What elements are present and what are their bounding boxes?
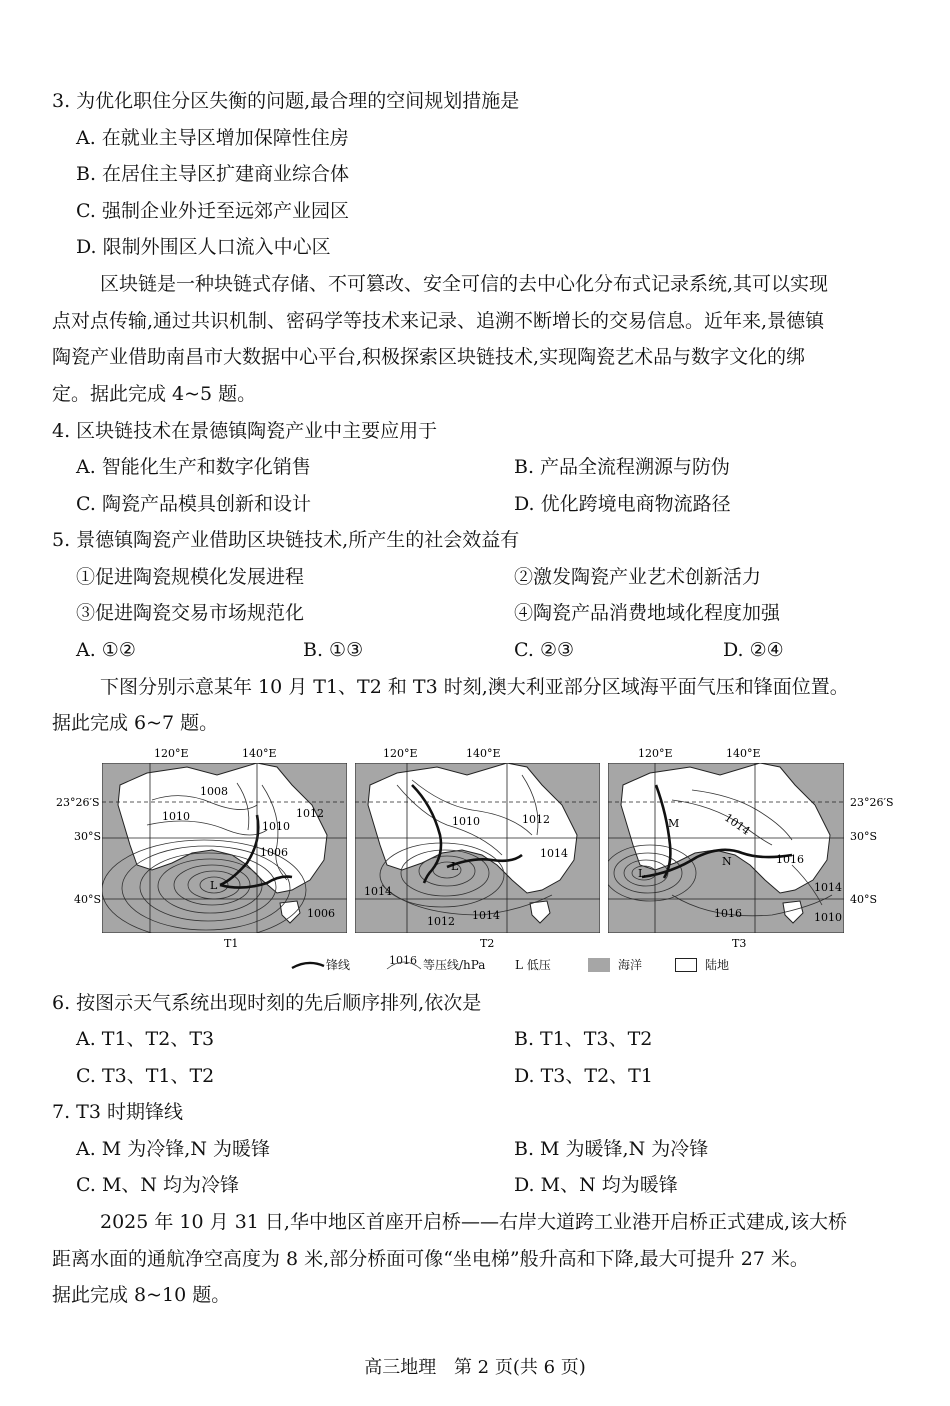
t3-panel-title: T3 xyxy=(732,937,747,950)
legend-isobar-sample: 1016 xyxy=(389,954,417,967)
lat-label-tropic-left: 23°26′S xyxy=(56,796,100,809)
lon-label-140-t3: 140°E xyxy=(726,747,761,760)
t2-isobar-1014-west: 1014 xyxy=(364,885,392,898)
lon-label-120-t3: 120°E xyxy=(638,747,673,760)
q3-stem: 3. 为优化职住分区失衡的问题,最合理的空间规划措施是 xyxy=(52,90,520,112)
t2-isobar-1012: 1012 xyxy=(522,813,550,826)
legend-isobar-label: 等压线/hPa xyxy=(423,958,486,972)
q6-option-c: C. T3、T1、T2 xyxy=(76,1065,215,1087)
q5-item-2: ②激发陶瓷产业艺术创新活力 xyxy=(514,566,762,588)
t3-isobar-1016-sea: 1016 xyxy=(714,907,742,920)
q5-item-1: ①促进陶瓷规模化发展进程 xyxy=(76,566,305,588)
legend-land-label: 陆地 xyxy=(705,958,730,972)
t3-isobar-1014-sea: 1014 xyxy=(814,881,842,894)
t2-isobar-1010: 1010 xyxy=(452,815,480,828)
q3-option-c: C. 强制企业外迁至远郊产业园区 xyxy=(76,200,349,222)
passage2-line-1: 下图分别示意某年 10 月 T1、T2 和 T3 时刻,澳大利亚部分区域海平面气压和锋面位置。 xyxy=(100,676,849,698)
q5-item-4: ④陶瓷产品消费地域化程度加强 xyxy=(514,602,781,624)
legend-low-label: L 低压 xyxy=(515,958,551,972)
q5-option-b: B. ①③ xyxy=(303,639,364,661)
footer-subject: 高三地理 xyxy=(364,1357,437,1378)
lat-label-tropic-right: 23°26′S xyxy=(850,796,894,809)
legend-front xyxy=(290,956,350,973)
t3-isobar-1014-north: 1014 xyxy=(722,811,753,838)
q7-option-a: A. M 为冷锋,N 为暖锋 xyxy=(76,1138,270,1160)
footer-page-number: 第 2 页(共 6 页) xyxy=(453,1357,586,1378)
passage1-line-3: 陶瓷产业借助南昌市大数据中心平台,积极探索区块链技术,实现陶瓷艺术品与数字文化的绑 xyxy=(52,346,806,368)
t2-isobar-1012-sea: 1012 xyxy=(427,915,455,928)
passage1-line-4: 定。据此完成 4~5 题。 xyxy=(52,383,257,405)
q6-option-b: B. T1、T3、T2 xyxy=(514,1028,653,1050)
lon-label-120-t2: 120°E xyxy=(383,747,418,760)
q5-stem: 5. 景德镇陶瓷产业借助区块链技术,所产生的社会效益有 xyxy=(52,529,520,551)
q4-option-a: A. 智能化生产和数字化销售 xyxy=(76,456,311,478)
q6-stem: 6. 按图示天气系统出现时刻的先后顺序排列,依次是 xyxy=(52,992,482,1014)
t3-low-label: L xyxy=(638,867,646,880)
t2-isobar-1014-east: 1014 xyxy=(540,847,568,860)
passage1-line-2: 点对点传输,通过共识机制、密码学等技术来记录、追溯不断增长的交易信息。近年来,景德镇 xyxy=(52,310,825,332)
t2-isobar-1014-sea: 1014 xyxy=(472,909,500,922)
t1-low-label: L xyxy=(210,879,218,892)
t3-isobar-1010-sea: 1010 xyxy=(814,911,842,924)
lat-label-40-left: 40°S xyxy=(74,893,102,906)
passage3-line-1: 2025 年 10 月 31 日,华中地区首座开启桥——右岸大道跨工业港开启桥正式建成,该大桥 xyxy=(100,1211,847,1233)
q4-option-c: C. 陶瓷产品模具创新和设计 xyxy=(76,493,311,515)
passage1-line-1: 区块链是一种块链式存储、不可篡改、安全可信的去中心化分布式记录系统,其可以实现 xyxy=(100,273,829,295)
legend-low xyxy=(515,956,551,973)
t1-isobar-1006: 1006 xyxy=(260,846,288,859)
lon-label-140-t1: 140°E xyxy=(242,747,277,760)
t1-panel-title: T1 xyxy=(224,937,239,950)
q6-option-a: A. T1、T2、T3 xyxy=(76,1028,215,1050)
page-footer xyxy=(0,1353,950,1379)
q5-item-3: ③促进陶瓷交易市场规范化 xyxy=(76,602,305,624)
q4-stem: 4. 区块链技术在景德镇陶瓷产业中主要应用于 xyxy=(52,420,438,442)
passage3-line-3: 据此完成 8~10 题。 xyxy=(52,1284,231,1306)
lat-label-40-right: 40°S xyxy=(850,893,878,906)
land-swatch xyxy=(675,958,697,972)
q7-option-b: B. M 为暖锋,N 为冷锋 xyxy=(514,1138,709,1160)
q6-option-d: D. T3、T2、T1 xyxy=(514,1065,653,1087)
legend-land xyxy=(675,956,729,973)
q3-option-a: A. 在就业主导区增加保障性住房 xyxy=(76,127,349,149)
t1-isobar-1010-west: 1010 xyxy=(162,810,190,823)
q5-option-d: D. ②④ xyxy=(723,639,784,661)
t3-isobar-1016-east: 1016 xyxy=(776,853,804,866)
legend-front-label: 锋线 xyxy=(326,958,351,972)
q4-option-d: D. 优化跨境电商物流路径 xyxy=(514,493,731,515)
legend-ocean xyxy=(588,956,642,973)
ocean-swatch xyxy=(588,958,610,972)
q5-option-a: A. ①② xyxy=(76,639,136,661)
t1-isobar-1012: 1012 xyxy=(296,807,324,820)
t1-isobar-1010-east: 1010 xyxy=(262,820,290,833)
q7-stem: 7. T3 时期锋线 xyxy=(52,1101,183,1123)
t3-mark-n: N xyxy=(722,855,732,868)
t2-low-label: L xyxy=(451,860,459,873)
lon-label-120-t1: 120°E xyxy=(154,747,189,760)
q7-option-c: C. M、N 均为冷锋 xyxy=(76,1174,240,1196)
map-legend xyxy=(290,952,790,978)
legend-isobar xyxy=(385,956,513,973)
passage3-line-2: 距离水面的通航净空高度为 8 米,部分桥面可像“坐电梯”般升高和下降,最大可提升 27 米。 xyxy=(52,1248,809,1270)
t2-panel-title: T2 xyxy=(480,937,495,950)
t1-isobar-1006-sea: 1006 xyxy=(307,907,335,920)
lat-label-30-right: 30°S xyxy=(850,830,878,843)
q4-option-b: B. 产品全流程溯源与防伪 xyxy=(514,456,731,478)
q5-option-c: C. ②③ xyxy=(514,639,575,661)
passage2-line-2: 据此完成 6~7 题。 xyxy=(52,712,219,734)
q7-option-d: D. M、N 均为暖锋 xyxy=(514,1174,678,1196)
t1-isobar-1008: 1008 xyxy=(200,785,228,798)
t3-mark-m: M xyxy=(668,817,680,830)
q3-option-d: D. 限制外围区人口流入中心区 xyxy=(76,236,331,258)
q3-option-b: B. 在居住主导区扩建商业综合体 xyxy=(76,163,350,185)
lat-label-30-left: 30°S xyxy=(74,830,102,843)
lon-label-140-t2: 140°E xyxy=(466,747,501,760)
legend-ocean-label: 海洋 xyxy=(618,958,643,972)
weather-map-figure xyxy=(52,745,902,955)
